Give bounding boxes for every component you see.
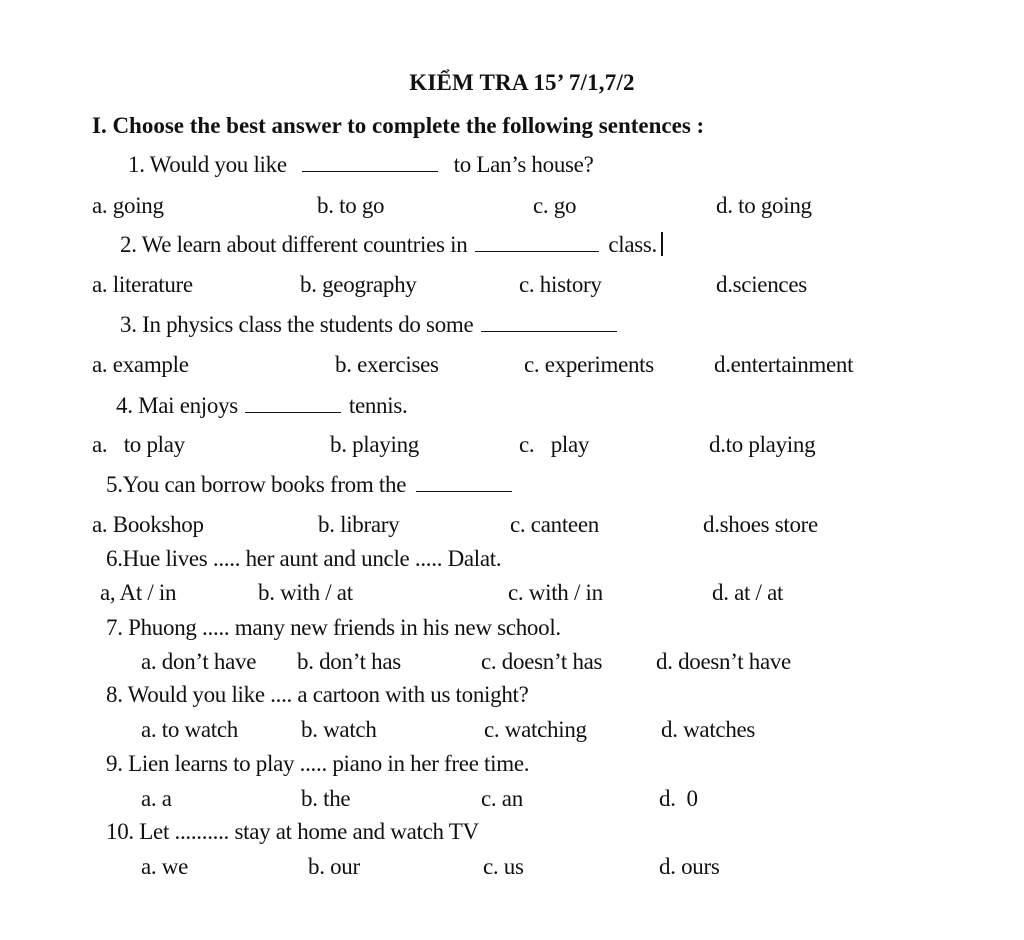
question-2	[120, 232, 663, 258]
option-2b: b. geography	[300, 272, 417, 297]
option-3d: d.entertainment	[714, 352, 854, 377]
question-1	[128, 152, 594, 178]
option-4c: c. play	[519, 432, 590, 457]
question-1-text-end: to Lan’s house?	[453, 152, 594, 177]
question-4	[116, 393, 407, 419]
option-9d: d. 0	[659, 786, 698, 811]
question-10: 10. Let .......... stay at home and watch TV	[106, 819, 479, 844]
question-3	[120, 312, 617, 338]
page-title: KIỂM TRA 15’ 7/1,7/2	[409, 70, 635, 95]
option-2d: d.sciences	[716, 272, 807, 297]
option-10c: c. us	[483, 854, 524, 879]
option-10d: d. ours	[659, 854, 720, 879]
option-7a: a. don’t have	[141, 649, 257, 674]
option-6c: c. with / in	[508, 580, 603, 605]
question-8: 8. Would you like .... a cartoon with us tonight?	[106, 682, 529, 707]
option-2a: a. literature	[92, 272, 193, 297]
option-6d: d. at / at	[712, 580, 784, 605]
answer-blank	[481, 313, 617, 332]
question-5-text: 5.You can borrow books from the	[106, 472, 407, 497]
question-3-text: 3. In physics class the students do some	[120, 312, 474, 337]
option-8d: d. watches	[661, 717, 756, 742]
option-6a: a, At / in	[100, 580, 177, 605]
answer-blank	[416, 473, 512, 492]
option-9a: a. a	[141, 786, 172, 811]
option-10b: b. our	[308, 854, 360, 879]
option-8a: a. to watch	[141, 717, 238, 742]
option-8b: b. watch	[301, 717, 377, 742]
option-9b: b. the	[301, 786, 351, 811]
question-1-text: 1. Would you like	[128, 152, 287, 177]
option-7d: d. doesn’t have	[656, 649, 791, 674]
answer-blank	[245, 394, 341, 413]
question-9: 9. Lien learns to play ..... piano in her free time.	[106, 751, 530, 776]
option-7c: c. doesn’t has	[481, 649, 603, 674]
option-9c: c. an	[481, 786, 523, 811]
option-8c: c. watching	[484, 717, 587, 742]
question-7: 7. Phuong ..... many new friends in his new school.	[106, 615, 561, 640]
option-5d: d.shoes store	[703, 512, 818, 537]
option-10a: a. we	[141, 854, 189, 879]
option-4b: b. playing	[330, 432, 419, 457]
option-3b: b. exercises	[335, 352, 439, 377]
option-1d: d. to going	[716, 193, 812, 218]
option-7b: b. don’t has	[297, 649, 401, 674]
option-3a: a. example	[92, 352, 189, 377]
answer-blank	[475, 233, 599, 252]
text-cursor	[661, 232, 663, 256]
option-1a: a. going	[92, 193, 164, 218]
question-6: 6.Hue lives ..... her aunt and uncle ..... Dalat.	[106, 546, 502, 571]
option-4d: d.to playing	[709, 432, 816, 457]
option-5a: a. Bookshop	[92, 512, 204, 537]
option-5c: c. canteen	[510, 512, 599, 537]
option-5b: b. library	[318, 512, 400, 537]
option-2c: c. history	[519, 272, 602, 297]
question-4-text-end: tennis.	[348, 393, 408, 418]
option-6b: b. with / at	[258, 580, 353, 605]
option-3c: c. experiments	[524, 352, 654, 377]
answer-blank	[302, 153, 438, 172]
option-1c: c. go	[533, 193, 577, 218]
question-4-text: 4. Mai enjoys	[116, 393, 238, 418]
option-1b: b. to go	[317, 193, 385, 218]
question-2-text: 2. We learn about different countries in	[120, 232, 468, 257]
question-5	[106, 472, 512, 498]
option-4a: a. to play	[92, 432, 185, 457]
section-heading: I. Choose the best answer to complete the following sentences :	[92, 113, 705, 138]
question-2-text-end: class.	[608, 232, 658, 257]
